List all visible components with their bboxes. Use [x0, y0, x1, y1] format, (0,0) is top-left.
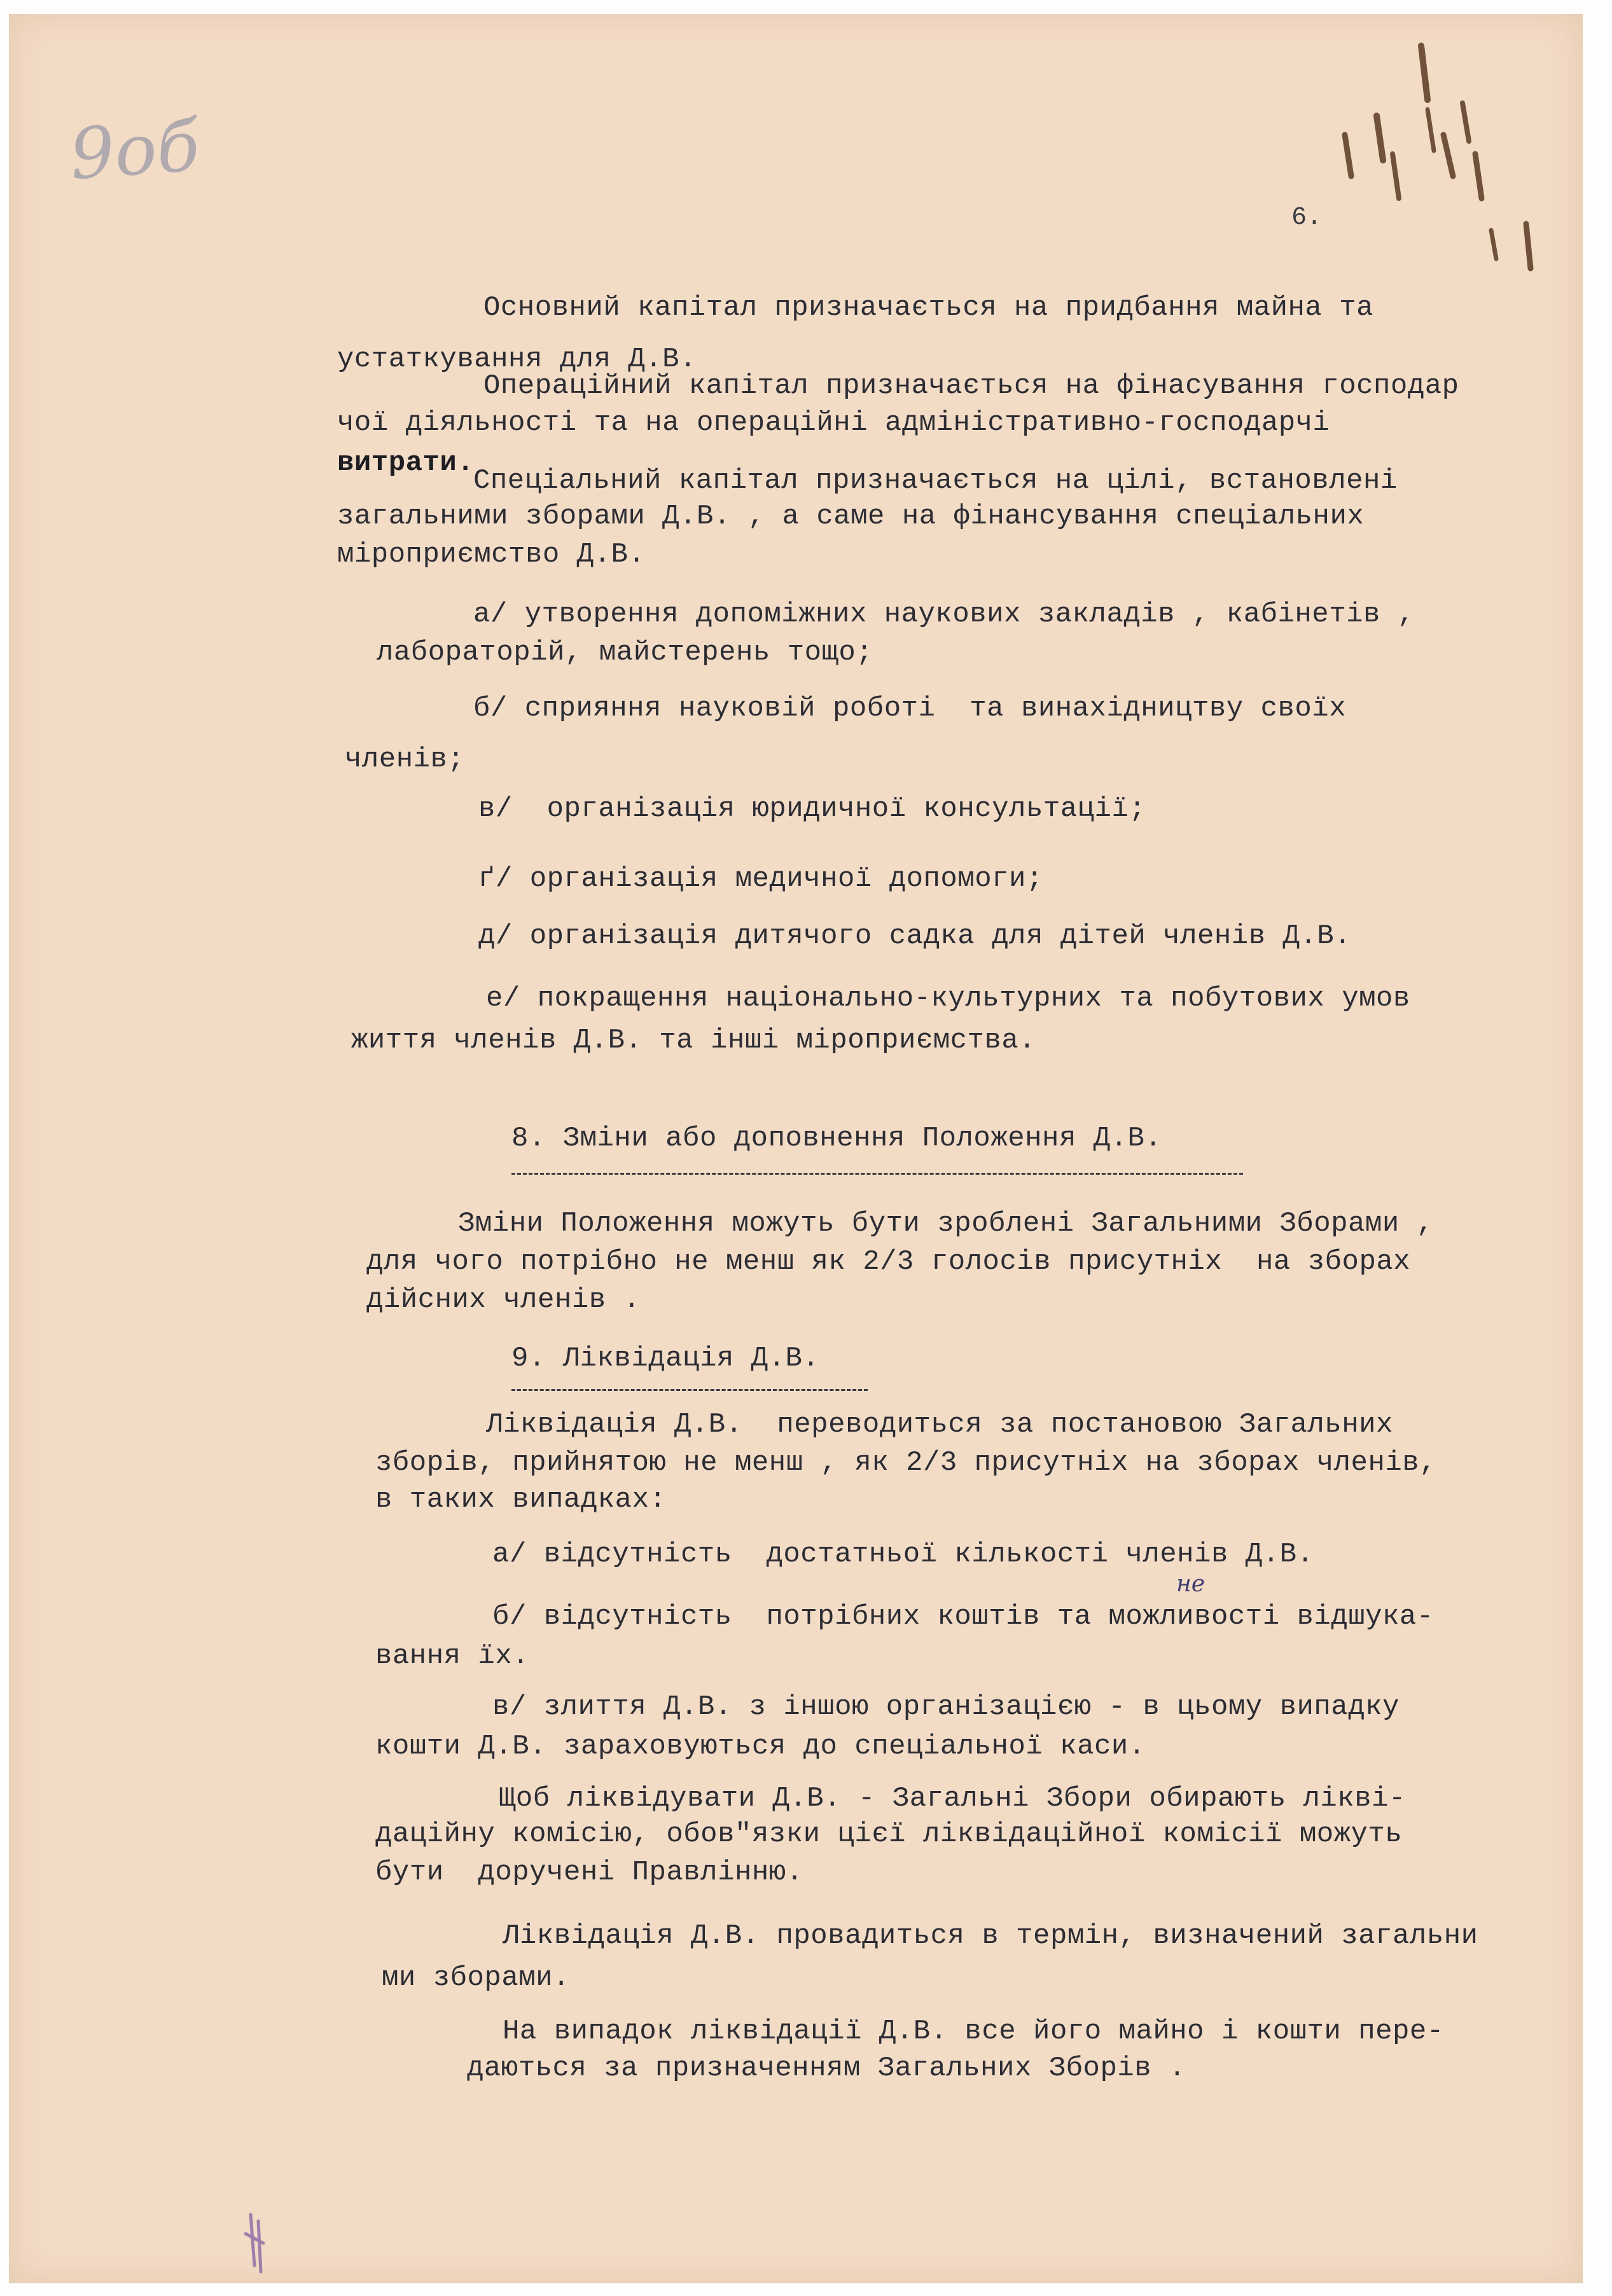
text-line: дійсних членів .: [366, 1284, 641, 1316]
text-line: устаткування для Д.В.: [337, 343, 697, 375]
section-heading: 9. Ліквідація Д.В.: [511, 1343, 820, 1374]
list-item: а/ утворення допоміжних наукових закладів , кабінетів ,: [473, 598, 1415, 630]
text-line: для чого потрібно не менш як 2/3 голосів присутніх на зборах: [366, 1246, 1411, 1278]
text-line: Ліквідація Д.В. переводиться за постановою Загальних: [486, 1409, 1393, 1441]
text-line: Щоб ліквідувати Д.В. - Загальні Збори обирають ліквi-: [499, 1783, 1406, 1815]
text-line: витрати.: [337, 447, 475, 479]
text-line: в таких випадках:: [375, 1484, 667, 1516]
list-item: а/ відсутність достатньої кількості членів Д.В.: [492, 1539, 1314, 1570]
heading-underline: [511, 1389, 868, 1391]
list-item-cont: кошти Д.В. зараховуються до спеціальної каси.: [375, 1731, 1146, 1762]
text-line: загальними зборами Д.В. , а саме на фінансування спеціальних: [337, 501, 1365, 532]
section-heading: 8. Зміни або доповнення Положення Д.В.: [511, 1123, 1162, 1154]
violet-ink-smudge-icon: [238, 2208, 276, 2278]
list-item: д/ організація дитячого садка для дітей членів Д.В.: [478, 920, 1352, 952]
page-number: 6.: [1291, 204, 1323, 232]
text-line: Спеціальний капітал призначається на цілі, встановлені: [473, 465, 1398, 497]
list-item-cont: лабораторій, майстерень тощо;: [377, 637, 873, 668]
list-item: в/ організація юридичної консультації;: [478, 793, 1146, 825]
list-item: в/ злиття Д.В. з іншою організацією - в цьому випадку: [492, 1691, 1400, 1723]
text-line: чої діяльності та на операційні адміністративно-господарчі: [337, 407, 1330, 439]
archive-number: 9об: [67, 105, 202, 195]
heading-underline: [511, 1173, 1243, 1175]
text-line: даційну комісію, обов"язки цієї ліквідаційної комісії можуть: [375, 1818, 1403, 1850]
text-line: На випадок ліквідації Д.В. все його майно і кошти пере-: [503, 2016, 1444, 2047]
text-line: даються за призначенням Загальних Зборів .: [467, 2052, 1186, 2084]
list-item: б/ сприяння науковій роботі та винахідництву своїх: [473, 693, 1347, 724]
list-item: е/ покращення національно-культурних та побутових умов: [486, 983, 1410, 1014]
list-item: б/ відсутність потрібних коштів та можливості відшука-: [492, 1601, 1434, 1633]
text-line: Операційний капітал призначається на фінасування господар: [483, 370, 1459, 402]
text-line: міроприємство Д.В.: [337, 539, 646, 571]
list-item-cont: членів;: [345, 743, 465, 775]
text-line: Зміни Положення можуть бути зроблені Загальними Зборами ,: [458, 1208, 1434, 1240]
text-line: зборів, прийнятою не менш , як 2/3 присутніх на зборах членів,: [375, 1447, 1437, 1479]
text-line: бути доручені Правлінню.: [375, 1857, 803, 1888]
text-line: ми зборами.: [382, 1962, 570, 1994]
ink-marks-icon: [1332, 39, 1561, 307]
text-line: Ліквідація Д.В. провадиться в термін, визначений загальни: [503, 1920, 1478, 1952]
document-sheet: [9, 14, 1583, 2283]
text-line: Основний капітал призначається на придбання майна та: [483, 292, 1374, 324]
list-item-cont: вання їх.: [375, 1640, 530, 1672]
handwritten-insert: не: [1176, 1571, 1206, 1597]
list-item: ґ/ організація медичної допомоги;: [478, 863, 1043, 895]
list-item-cont: життя членів Д.В. та інші міроприємства.: [351, 1025, 1036, 1056]
